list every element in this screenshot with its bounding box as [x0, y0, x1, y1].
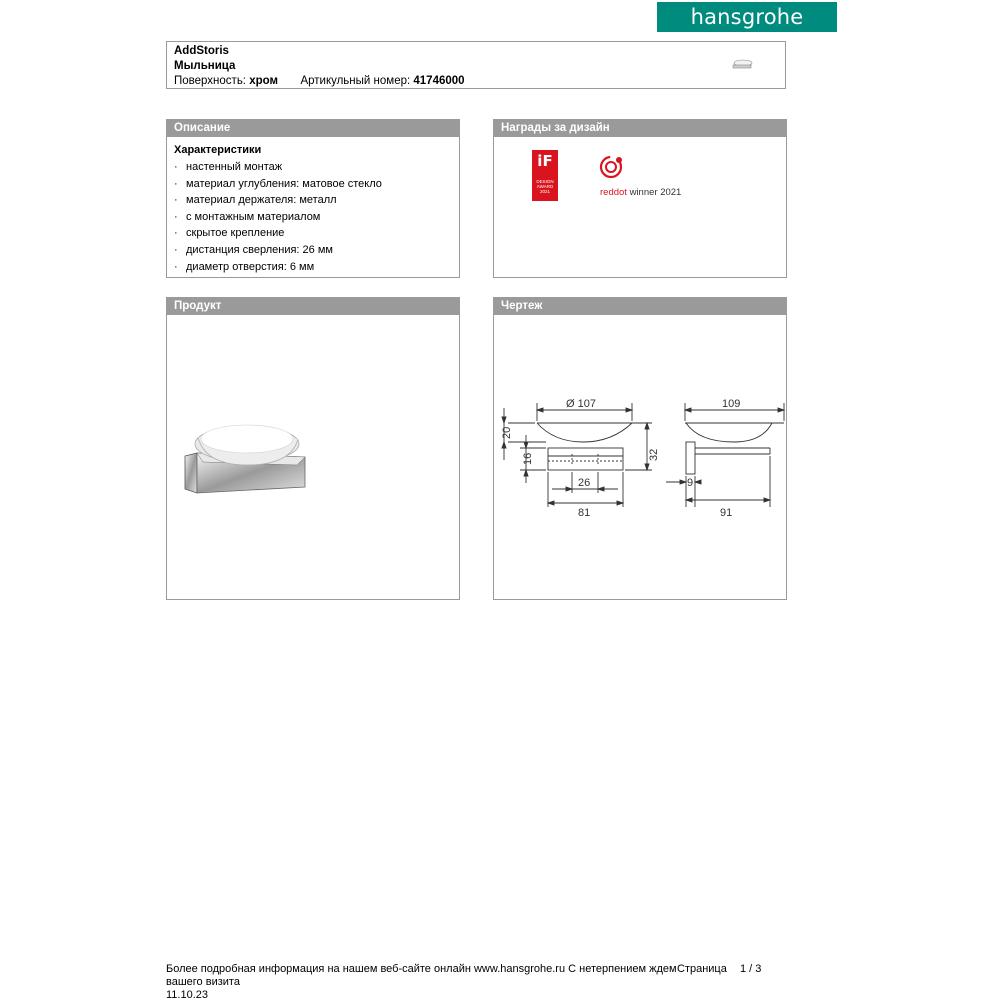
dim-holder-height: 16: [522, 452, 534, 465]
article-label: Артикульный номер:: [300, 75, 411, 87]
article-value: 41746000: [413, 75, 465, 87]
page-label: Страница: [677, 963, 727, 975]
surface-value: хром: [249, 75, 279, 87]
awards-panel: [493, 119, 787, 278]
footer-info: Более подробная информация на нашем веб-сайте онлайн www.hansgrohe.ru С нетерпением ждем: [166, 963, 677, 975]
drawing-panel: [493, 297, 787, 600]
surface-article-line: [174, 74, 778, 89]
awards-title: Награды за дизайн: [494, 120, 786, 137]
list-item: · дистанция сверления: 26 мм: [174, 242, 459, 259]
drawing-title: Чертеж: [494, 298, 786, 315]
product-thumbnail-icon: [731, 59, 753, 71]
list-item: · диаметр отверстия: 6 мм: [174, 259, 459, 276]
characteristics-heading: Характеристики: [174, 144, 262, 156]
page-footer: [166, 963, 806, 1002]
series-name: AddStoris: [174, 45, 229, 57]
product-name: Мыльница: [174, 60, 236, 72]
product-image: [167, 315, 459, 599]
description-panel: [166, 119, 460, 278]
dim-diameter: Ø 107: [566, 398, 596, 410]
reddot-winner: winner 2021: [626, 187, 682, 198]
product-panel: [166, 297, 460, 600]
reddot-word: reddot: [600, 187, 627, 198]
reddot-icon: [599, 153, 627, 181]
list-item: · скрытое крепление: [174, 225, 459, 242]
if-logo: iF: [537, 152, 553, 170]
product-title: Продукт: [167, 298, 459, 315]
if-award-badge: [532, 150, 558, 201]
list-item: · материал углубления: матовое стекло: [174, 176, 459, 193]
if-text: DESIGN: [536, 179, 554, 184]
dim-plate: 9: [687, 477, 694, 489]
if-text: AWARD: [536, 184, 554, 189]
page-number: 1 / 3: [740, 963, 762, 975]
technical-drawing: [494, 315, 786, 599]
dim-base-width: 81: [578, 507, 591, 519]
list-item: · с монтажным материалом: [174, 209, 459, 226]
list-item: · материал держателя: металл: [174, 192, 459, 209]
dim-total-height: 32: [648, 448, 660, 461]
product-header: [166, 41, 786, 89]
dim-depth: 109: [722, 398, 741, 410]
feature-list: [174, 159, 459, 275]
dim-drill: 26: [578, 477, 591, 489]
dim-projection: 91: [720, 507, 733, 519]
footer-date: 11.10.23: [166, 989, 209, 1001]
if-text: 2021: [539, 189, 550, 194]
surface-label: Поверхность:: [174, 75, 247, 87]
list-item: · настенный монтаж: [174, 159, 459, 176]
hansgrohe-logo: hansgrohe: [657, 2, 837, 32]
reddot-award-text: [600, 187, 681, 198]
description-title: Описание: [167, 120, 459, 137]
dim-bowl-height: 20: [501, 426, 513, 439]
footer-info-line-2: вашего визита: [166, 976, 240, 988]
